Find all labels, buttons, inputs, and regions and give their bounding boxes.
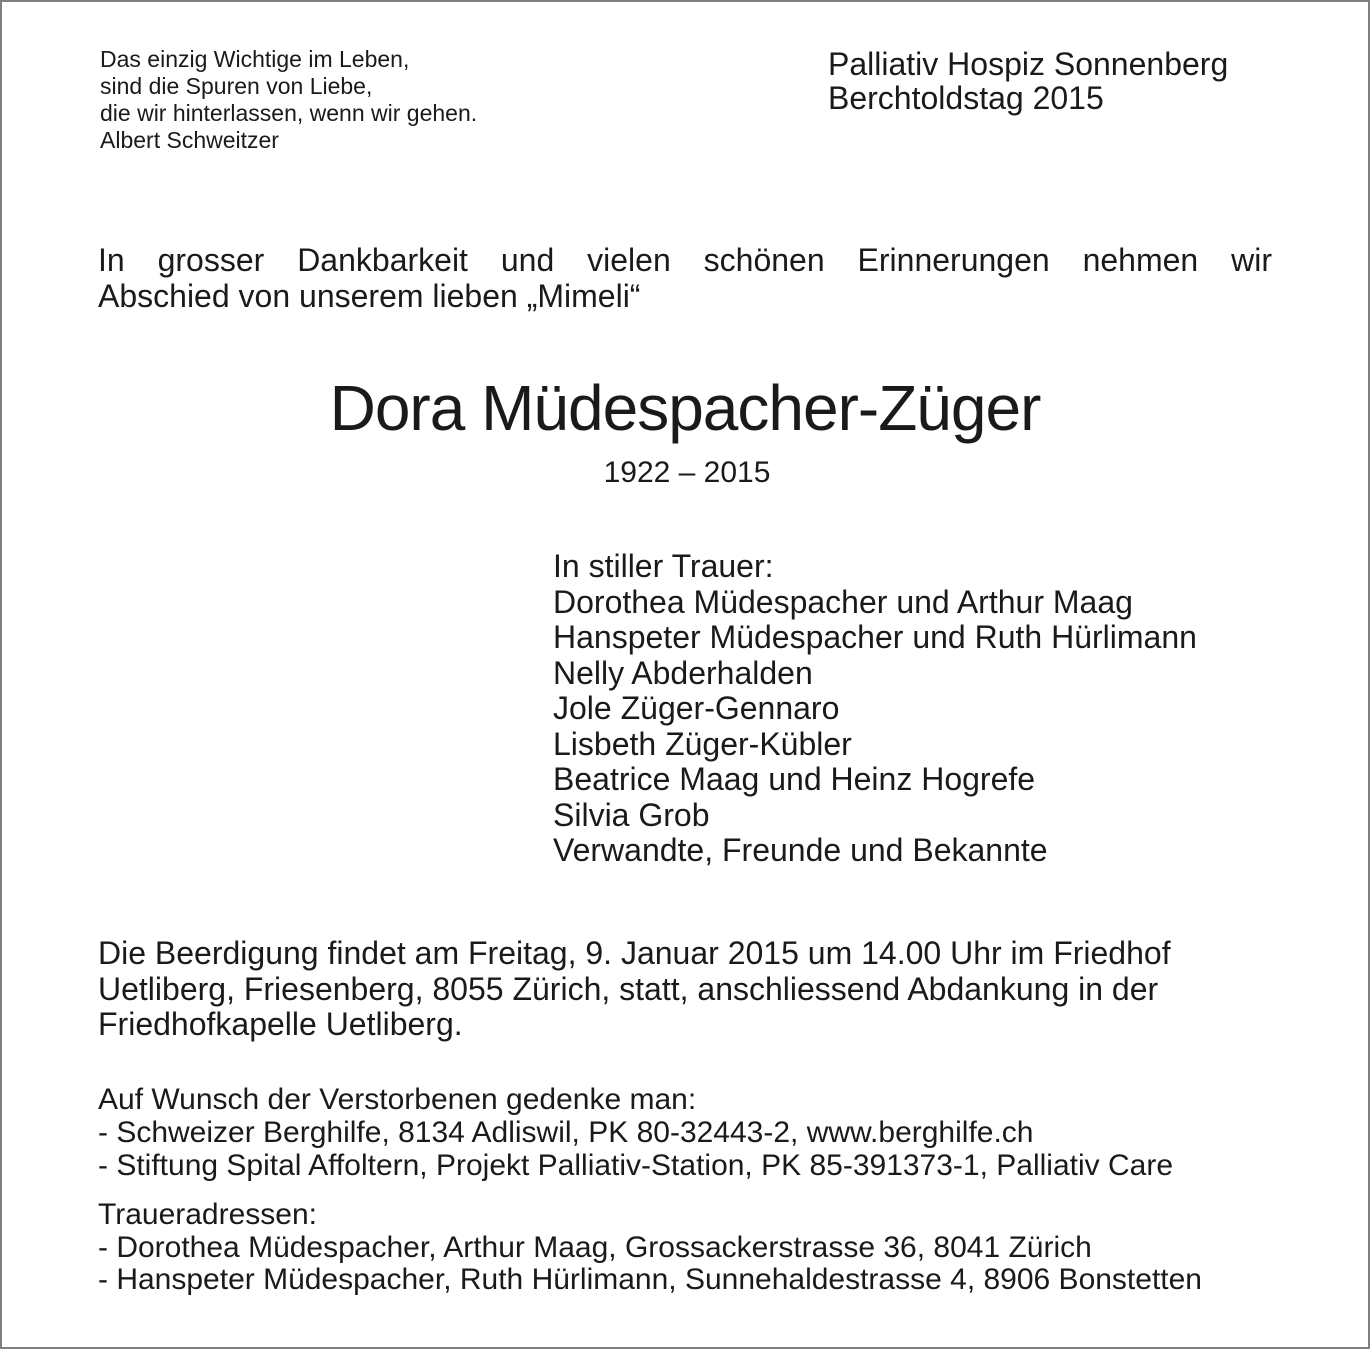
mourner-name: Nelly Abderhalden xyxy=(553,654,813,691)
donation-item: - Stiftung Spital Affoltern, Projekt Palliativ-Station, PK 85-391373-1, Palliativ Care xyxy=(98,1149,1174,1182)
mourner-name: Silvia Grob xyxy=(553,796,710,833)
deceased-name: Dora Müdespacher-Züger xyxy=(329,372,1041,444)
mourner-name: Dorothea Müdespacher und Arthur Maag xyxy=(553,583,1133,620)
deceased-years: 1922 – 2015 xyxy=(603,456,771,489)
quote-line: sind die Spuren von Liebe, xyxy=(100,73,373,99)
mourner-name: Jole Züger-Gennaro xyxy=(553,690,840,726)
mourner-name: Verwandte, Freunde und Bekannte xyxy=(553,832,1048,868)
intro-line-1: In grosser Dankbarkeit und vielen schönen Erinnerungen nehmen wir xyxy=(98,242,1272,278)
header-date: Berchtoldstag 2015 xyxy=(828,80,1104,116)
header-block xyxy=(828,47,1228,115)
mourners-heading: In stiller Trauer: xyxy=(553,548,774,584)
intro-line-2: Abschied von unserem lieben „Mimeli“ xyxy=(98,278,641,314)
address-item: - Dorothea Müdespacher, Arthur Maag, Grossackerstrasse 36, 8041 Zürich xyxy=(98,1230,1092,1264)
addresses-heading: Traueradressen: xyxy=(98,1198,317,1231)
quote-author: Albert Schweitzer xyxy=(100,127,279,153)
address-item: - Hanspeter Müdespacher, Ruth Hürlimann, Sunnehaldestrasse 4, 8906 Bonstetten xyxy=(98,1263,1202,1296)
quote-line: Das einzig Wichtige im Leben, xyxy=(100,46,410,72)
donations-heading: Auf Wunsch der Verstorbenen gedenke man: xyxy=(98,1083,697,1116)
mourners-list xyxy=(553,549,1197,869)
mourner-name: Beatrice Maag und Heinz Hogrefe xyxy=(553,761,1036,797)
donations-block xyxy=(98,1083,1173,1182)
funeral-notice: Die Beerdigung findet am Freitag, 9. Januar 2015 um 14.00 Uhr im Friedhof Uetliberg, Friesenberg, 8055 Zürich, statt, anschliessend Abdankung in der Friedhofkapelle Uetliberg. xyxy=(98,935,1171,1042)
donation-item: - Schweizer Berghilfe, 8134 Adliswil, PK 80-32443-2, www.berghilfe.ch xyxy=(98,1116,1034,1149)
addresses-block xyxy=(98,1199,1202,1297)
intro-text xyxy=(98,242,1272,314)
quote-line: die wir hinterlassen, wenn wir gehen. xyxy=(100,100,478,126)
mourner-name: Lisbeth Züger-Kübler xyxy=(553,725,852,762)
quote-block xyxy=(100,46,477,154)
header-place: Palliativ Hospiz Sonnenberg xyxy=(828,46,1229,82)
mourner-name: Hanspeter Müdespacher und Ruth Hürlimann xyxy=(553,619,1197,655)
